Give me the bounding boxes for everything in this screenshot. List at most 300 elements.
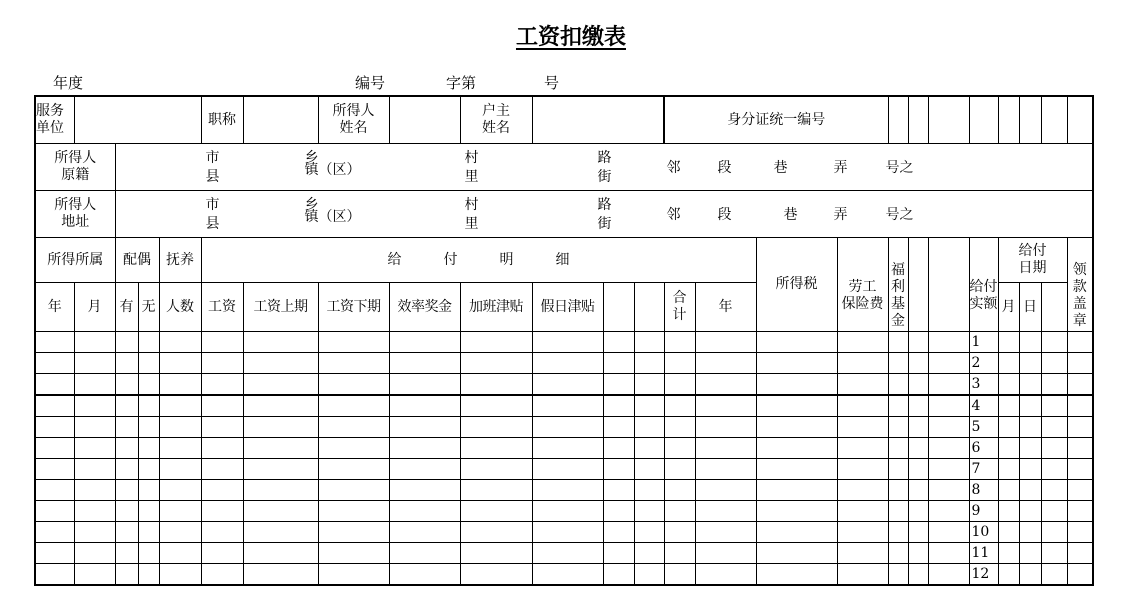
table-cell[interactable]	[201, 501, 243, 522]
table-cell[interactable]	[928, 438, 969, 459]
table-cell[interactable]	[1067, 353, 1093, 374]
table-cell[interactable]	[837, 459, 888, 480]
table-cell[interactable]	[695, 459, 756, 480]
table-cell[interactable]	[664, 459, 695, 480]
table-cell[interactable]	[928, 332, 969, 353]
table-cell[interactable]	[908, 543, 928, 564]
table-cell[interactable]	[928, 480, 969, 501]
job-title-field[interactable]	[243, 96, 318, 144]
table-cell[interactable]	[74, 395, 115, 417]
table-cell[interactable]	[1019, 374, 1041, 396]
table-cell[interactable]	[1041, 459, 1067, 480]
table-cell[interactable]	[115, 374, 138, 396]
earner-name-field[interactable]	[389, 96, 460, 144]
table-cell[interactable]	[998, 543, 1019, 564]
table-cell[interactable]	[603, 522, 634, 543]
table-cell[interactable]	[928, 501, 969, 522]
table-cell[interactable]	[756, 543, 837, 564]
table-cell[interactable]	[664, 564, 695, 586]
table-cell[interactable]	[318, 459, 389, 480]
table-cell[interactable]	[460, 564, 532, 586]
table-cell[interactable]	[888, 395, 908, 417]
table-cell[interactable]	[695, 480, 756, 501]
table-cell[interactable]	[138, 395, 159, 417]
table-cell[interactable]	[138, 543, 159, 564]
table-cell[interactable]	[532, 374, 603, 396]
table-cell[interactable]	[138, 332, 159, 353]
table-cell[interactable]	[908, 501, 928, 522]
table-cell[interactable]	[888, 543, 908, 564]
table-cell[interactable]	[695, 543, 756, 564]
table-cell[interactable]	[318, 395, 389, 417]
table-cell[interactable]	[664, 480, 695, 501]
table-cell[interactable]	[998, 417, 1019, 438]
table-cell[interactable]	[115, 480, 138, 501]
table-cell[interactable]	[201, 543, 243, 564]
table-cell[interactable]	[74, 543, 115, 564]
table-cell[interactable]	[756, 480, 837, 501]
table-cell[interactable]	[532, 564, 603, 586]
table-cell[interactable]	[389, 353, 460, 374]
table-cell[interactable]	[389, 501, 460, 522]
table-cell[interactable]	[138, 480, 159, 501]
table-cell[interactable]	[1067, 501, 1093, 522]
table-cell[interactable]	[928, 395, 969, 417]
table-cell[interactable]	[1041, 438, 1067, 459]
table-cell[interactable]	[603, 395, 634, 417]
table-cell[interactable]	[115, 332, 138, 353]
table-cell[interactable]	[837, 501, 888, 522]
table-cell[interactable]	[1019, 438, 1041, 459]
table-cell[interactable]	[664, 522, 695, 543]
table-cell[interactable]	[389, 417, 460, 438]
table-cell[interactable]	[460, 522, 532, 543]
table-cell[interactable]	[243, 374, 318, 396]
table-cell[interactable]	[634, 438, 664, 459]
head-name-field[interactable]	[532, 96, 664, 144]
table-cell[interactable]	[201, 395, 243, 417]
table-cell[interactable]	[35, 564, 74, 586]
table-cell[interactable]	[1041, 417, 1067, 438]
table-cell[interactable]	[243, 480, 318, 501]
table-cell[interactable]	[1067, 438, 1093, 459]
table-cell[interactable]	[837, 395, 888, 417]
table-cell[interactable]	[318, 522, 389, 543]
table-cell[interactable]	[756, 522, 837, 543]
table-cell[interactable]	[998, 564, 1019, 586]
table-cell[interactable]	[138, 353, 159, 374]
table-cell[interactable]	[35, 543, 74, 564]
table-cell[interactable]	[603, 501, 634, 522]
table-cell[interactable]	[201, 459, 243, 480]
table-cell[interactable]	[603, 353, 634, 374]
table-cell[interactable]	[888, 353, 908, 374]
table-cell[interactable]	[928, 543, 969, 564]
table-cell[interactable]	[998, 374, 1019, 396]
current-address-field[interactable]	[115, 191, 1093, 238]
table-cell[interactable]	[1019, 417, 1041, 438]
table-cell[interactable]	[695, 522, 756, 543]
table-cell[interactable]	[35, 353, 74, 374]
table-cell[interactable]	[634, 480, 664, 501]
table-cell[interactable]	[1019, 522, 1041, 543]
table-cell[interactable]	[1067, 564, 1093, 586]
table-cell[interactable]	[1019, 332, 1041, 353]
table-cell[interactable]	[318, 332, 389, 353]
table-cell[interactable]	[460, 353, 532, 374]
table-cell[interactable]	[1019, 395, 1041, 417]
table-cell[interactable]	[201, 374, 243, 396]
table-cell[interactable]	[389, 543, 460, 564]
table-cell[interactable]	[634, 353, 664, 374]
table-cell[interactable]	[35, 480, 74, 501]
table-cell[interactable]	[460, 438, 532, 459]
table-cell[interactable]	[74, 417, 115, 438]
table-cell[interactable]	[664, 332, 695, 353]
table-cell[interactable]	[74, 374, 115, 396]
table-cell[interactable]	[1067, 480, 1093, 501]
id-digit-box[interactable]	[1067, 96, 1093, 144]
table-cell[interactable]	[1041, 501, 1067, 522]
table-cell[interactable]	[888, 564, 908, 586]
table-cell[interactable]	[928, 353, 969, 374]
table-cell[interactable]	[837, 564, 888, 586]
table-cell[interactable]	[115, 522, 138, 543]
table-cell[interactable]	[603, 438, 634, 459]
table-cell[interactable]	[928, 459, 969, 480]
table-cell[interactable]	[159, 353, 201, 374]
table-cell[interactable]	[756, 459, 837, 480]
table-cell[interactable]	[756, 501, 837, 522]
table-cell[interactable]	[634, 564, 664, 586]
table-cell[interactable]	[138, 438, 159, 459]
table-cell[interactable]	[159, 501, 201, 522]
table-cell[interactable]	[998, 438, 1019, 459]
table-cell[interactable]	[74, 480, 115, 501]
table-cell[interactable]	[1019, 564, 1041, 586]
table-cell[interactable]	[159, 417, 201, 438]
table-cell[interactable]	[159, 564, 201, 586]
table-cell[interactable]	[634, 417, 664, 438]
table-cell[interactable]	[318, 417, 389, 438]
table-cell[interactable]	[998, 522, 1019, 543]
table-cell[interactable]	[1019, 543, 1041, 564]
table-cell[interactable]	[115, 543, 138, 564]
table-cell[interactable]	[888, 459, 908, 480]
table-cell[interactable]	[756, 395, 837, 417]
table-cell[interactable]	[1041, 353, 1067, 374]
table-cell[interactable]	[908, 522, 928, 543]
table-cell[interactable]	[634, 374, 664, 396]
table-cell[interactable]	[928, 522, 969, 543]
table-cell[interactable]	[756, 438, 837, 459]
table-cell[interactable]	[888, 332, 908, 353]
table-cell[interactable]	[389, 522, 460, 543]
table-cell[interactable]	[460, 395, 532, 417]
table-cell[interactable]	[389, 459, 460, 480]
table-cell[interactable]	[1041, 480, 1067, 501]
table-cell[interactable]	[115, 395, 138, 417]
table-cell[interactable]	[532, 332, 603, 353]
table-cell[interactable]	[998, 459, 1019, 480]
table-cell[interactable]	[603, 480, 634, 501]
table-cell[interactable]	[243, 332, 318, 353]
table-cell[interactable]	[201, 480, 243, 501]
table-cell[interactable]	[35, 459, 74, 480]
table-cell[interactable]	[159, 395, 201, 417]
table-cell[interactable]	[888, 374, 908, 396]
table-cell[interactable]	[74, 332, 115, 353]
table-cell[interactable]	[201, 522, 243, 543]
table-cell[interactable]	[159, 438, 201, 459]
table-cell[interactable]	[159, 459, 201, 480]
table-cell[interactable]	[74, 501, 115, 522]
table-cell[interactable]	[664, 395, 695, 417]
table-cell[interactable]	[695, 395, 756, 417]
table-cell[interactable]	[908, 395, 928, 417]
table-cell[interactable]	[634, 501, 664, 522]
table-cell[interactable]	[634, 543, 664, 564]
table-cell[interactable]	[603, 564, 634, 586]
table-cell[interactable]	[460, 501, 532, 522]
table-cell[interactable]	[888, 501, 908, 522]
table-cell[interactable]	[35, 522, 74, 543]
table-cell[interactable]	[603, 332, 634, 353]
table-cell[interactable]	[243, 522, 318, 543]
id-digit-box[interactable]	[1041, 96, 1067, 144]
table-cell[interactable]	[243, 395, 318, 417]
table-cell[interactable]	[908, 438, 928, 459]
table-cell[interactable]	[243, 543, 318, 564]
table-cell[interactable]	[138, 564, 159, 586]
table-cell[interactable]	[928, 417, 969, 438]
id-digit-box[interactable]	[928, 96, 969, 144]
table-cell[interactable]	[908, 417, 928, 438]
table-cell[interactable]	[1019, 353, 1041, 374]
table-cell[interactable]	[318, 501, 389, 522]
table-cell[interactable]	[756, 417, 837, 438]
table-cell[interactable]	[998, 501, 1019, 522]
table-cell[interactable]	[1041, 374, 1067, 396]
table-cell[interactable]	[532, 417, 603, 438]
table-cell[interactable]	[837, 480, 888, 501]
table-cell[interactable]	[908, 374, 928, 396]
table-cell[interactable]	[837, 543, 888, 564]
table-cell[interactable]	[318, 438, 389, 459]
table-cell[interactable]	[35, 438, 74, 459]
table-cell[interactable]	[1067, 459, 1093, 480]
table-cell[interactable]	[1067, 522, 1093, 543]
table-cell[interactable]	[389, 374, 460, 396]
table-cell[interactable]	[243, 501, 318, 522]
table-cell[interactable]	[532, 522, 603, 543]
table-cell[interactable]	[664, 438, 695, 459]
table-cell[interactable]	[532, 501, 603, 522]
table-cell[interactable]	[201, 417, 243, 438]
table-cell[interactable]	[243, 438, 318, 459]
table-cell[interactable]	[998, 332, 1019, 353]
table-cell[interactable]	[634, 522, 664, 543]
table-cell[interactable]	[928, 374, 969, 396]
table-cell[interactable]	[888, 480, 908, 501]
table-cell[interactable]	[460, 480, 532, 501]
table-cell[interactable]	[664, 543, 695, 564]
table-cell[interactable]	[318, 480, 389, 501]
id-digit-box[interactable]	[888, 96, 908, 144]
table-cell[interactable]	[74, 353, 115, 374]
table-cell[interactable]	[695, 417, 756, 438]
id-digit-box[interactable]	[969, 96, 998, 144]
table-cell[interactable]	[35, 395, 74, 417]
table-cell[interactable]	[460, 417, 532, 438]
table-cell[interactable]	[888, 417, 908, 438]
table-cell[interactable]	[115, 353, 138, 374]
table-cell[interactable]	[532, 543, 603, 564]
table-cell[interactable]	[115, 438, 138, 459]
table-cell[interactable]	[1067, 417, 1093, 438]
id-digit-box[interactable]	[908, 96, 928, 144]
table-cell[interactable]	[138, 459, 159, 480]
table-cell[interactable]	[115, 417, 138, 438]
table-cell[interactable]	[532, 353, 603, 374]
table-cell[interactable]	[837, 374, 888, 396]
table-cell[interactable]	[1019, 459, 1041, 480]
table-cell[interactable]	[908, 332, 928, 353]
table-cell[interactable]	[115, 459, 138, 480]
table-cell[interactable]	[159, 374, 201, 396]
table-cell[interactable]	[35, 417, 74, 438]
table-cell[interactable]	[74, 522, 115, 543]
table-cell[interactable]	[1067, 332, 1093, 353]
table-cell[interactable]	[634, 395, 664, 417]
table-cell[interactable]	[201, 353, 243, 374]
table-cell[interactable]	[318, 353, 389, 374]
table-cell[interactable]	[201, 438, 243, 459]
table-cell[interactable]	[460, 374, 532, 396]
table-cell[interactable]	[35, 501, 74, 522]
table-cell[interactable]	[159, 522, 201, 543]
table-cell[interactable]	[603, 417, 634, 438]
table-cell[interactable]	[138, 501, 159, 522]
table-cell[interactable]	[1067, 374, 1093, 396]
table-cell[interactable]	[695, 332, 756, 353]
table-cell[interactable]	[837, 522, 888, 543]
table-cell[interactable]	[837, 332, 888, 353]
table-cell[interactable]	[756, 332, 837, 353]
table-cell[interactable]	[756, 374, 837, 396]
table-cell[interactable]	[908, 353, 928, 374]
table-cell[interactable]	[1041, 543, 1067, 564]
table-cell[interactable]	[138, 417, 159, 438]
table-cell[interactable]	[1067, 395, 1093, 417]
table-cell[interactable]	[74, 438, 115, 459]
table-cell[interactable]	[1041, 564, 1067, 586]
table-cell[interactable]	[115, 501, 138, 522]
table-cell[interactable]	[664, 417, 695, 438]
table-cell[interactable]	[318, 543, 389, 564]
table-cell[interactable]	[1067, 543, 1093, 564]
table-cell[interactable]	[1041, 522, 1067, 543]
table-cell[interactable]	[695, 353, 756, 374]
table-cell[interactable]	[35, 374, 74, 396]
id-digit-box[interactable]	[998, 96, 1019, 144]
table-cell[interactable]	[243, 459, 318, 480]
table-cell[interactable]	[603, 374, 634, 396]
table-cell[interactable]	[1041, 332, 1067, 353]
table-cell[interactable]	[908, 459, 928, 480]
table-cell[interactable]	[634, 459, 664, 480]
table-cell[interactable]	[532, 395, 603, 417]
table-cell[interactable]	[634, 332, 664, 353]
table-cell[interactable]	[695, 438, 756, 459]
table-cell[interactable]	[695, 374, 756, 396]
table-cell[interactable]	[138, 522, 159, 543]
table-cell[interactable]	[998, 353, 1019, 374]
table-cell[interactable]	[756, 353, 837, 374]
table-cell[interactable]	[695, 501, 756, 522]
id-digit-box[interactable]	[1019, 96, 1041, 144]
table-cell[interactable]	[664, 374, 695, 396]
table-cell[interactable]	[460, 332, 532, 353]
table-cell[interactable]	[35, 332, 74, 353]
table-cell[interactable]	[908, 564, 928, 586]
table-cell[interactable]	[928, 564, 969, 586]
table-cell[interactable]	[389, 332, 460, 353]
table-cell[interactable]	[756, 564, 837, 586]
table-cell[interactable]	[532, 438, 603, 459]
table-cell[interactable]	[243, 564, 318, 586]
table-cell[interactable]	[908, 480, 928, 501]
table-cell[interactable]	[74, 459, 115, 480]
table-cell[interactable]	[389, 480, 460, 501]
table-cell[interactable]	[532, 459, 603, 480]
table-cell[interactable]	[138, 374, 159, 396]
table-cell[interactable]	[837, 353, 888, 374]
table-cell[interactable]	[159, 332, 201, 353]
table-cell[interactable]	[389, 395, 460, 417]
table-cell[interactable]	[837, 438, 888, 459]
table-cell[interactable]	[318, 374, 389, 396]
table-cell[interactable]	[243, 417, 318, 438]
table-cell[interactable]	[532, 480, 603, 501]
table-cell[interactable]	[159, 480, 201, 501]
table-cell[interactable]	[998, 395, 1019, 417]
table-cell[interactable]	[115, 564, 138, 586]
table-cell[interactable]	[74, 564, 115, 586]
table-cell[interactable]	[159, 543, 201, 564]
table-cell[interactable]	[664, 353, 695, 374]
table-cell[interactable]	[460, 543, 532, 564]
table-cell[interactable]	[998, 480, 1019, 501]
table-cell[interactable]	[389, 438, 460, 459]
table-cell[interactable]	[201, 332, 243, 353]
service-unit-field[interactable]	[74, 96, 201, 144]
table-cell[interactable]	[888, 438, 908, 459]
table-cell[interactable]	[888, 522, 908, 543]
table-cell[interactable]	[837, 417, 888, 438]
table-cell[interactable]	[1019, 501, 1041, 522]
origin-address-field[interactable]	[115, 144, 1093, 191]
table-cell[interactable]	[695, 564, 756, 586]
table-cell[interactable]	[243, 353, 318, 374]
table-cell[interactable]	[318, 564, 389, 586]
table-cell[interactable]	[389, 564, 460, 586]
table-cell[interactable]	[201, 564, 243, 586]
table-cell[interactable]	[603, 543, 634, 564]
table-cell[interactable]	[603, 459, 634, 480]
table-cell[interactable]	[460, 459, 532, 480]
table-cell[interactable]	[1041, 395, 1067, 417]
